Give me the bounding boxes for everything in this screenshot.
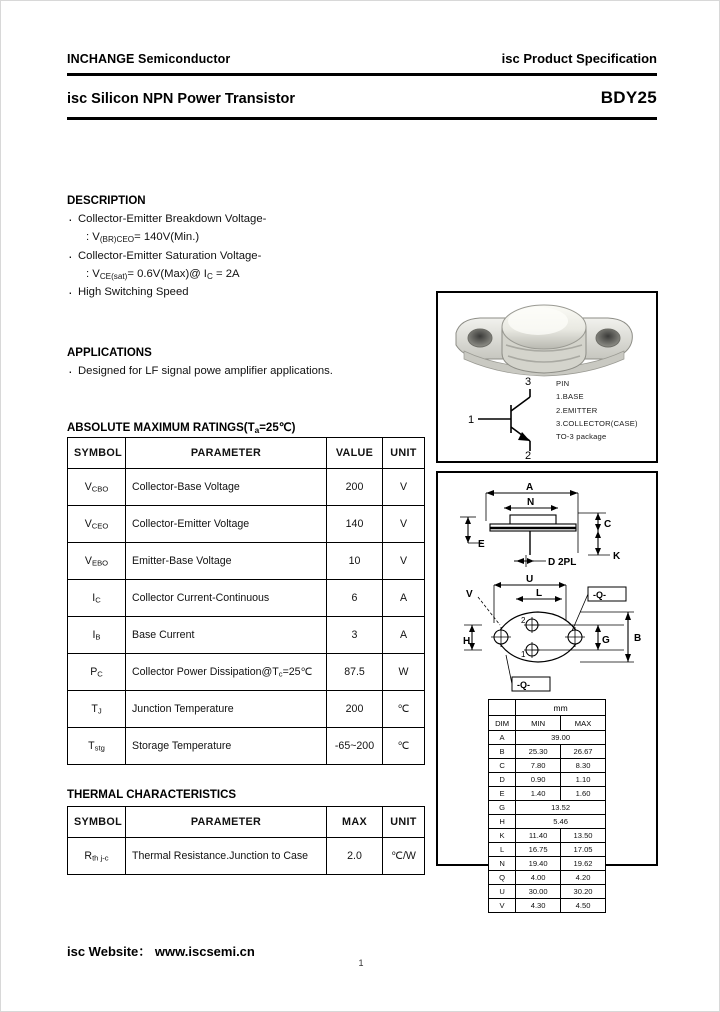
dimension-min: 25.30 [516,745,561,759]
dimension-max: 19.62 [561,857,606,871]
dim-label-V: V [466,589,473,600]
dimension-max: 30.20 [561,885,606,899]
dimension-row [489,731,606,745]
dimension-unit-label: mm [516,700,606,716]
dimension-unit-row [489,700,606,716]
cell-value: 6 [327,580,383,617]
cell-unit: V [383,506,425,543]
cell-value: 10 [327,543,383,580]
dim-label-L: L [536,588,543,599]
cell-symbol: $V_{CEO}$ [68,506,126,543]
cell-value: 140 [327,506,383,543]
cell-symbol: $I_C$ [68,580,126,617]
pin-label-1: 1 [468,414,475,426]
table-header-row [68,438,425,469]
description-section [67,195,427,301]
dimension-name: C [489,759,516,773]
table-row [68,506,425,543]
header-divider-bottom [67,117,657,120]
cell-unit: ℃ [383,691,425,728]
dimension-row [489,871,606,885]
pin-legend-item: 2.EMITTER [556,405,598,415]
dimension-table [488,699,606,913]
dimension-min: 4.30 [516,899,561,913]
cell-symbol: $T_{stg}$ [68,728,126,765]
dimension-min: 11.40 [516,829,561,843]
dimension-name: U [489,885,516,899]
table-row [68,543,425,580]
package-name: TO-3 package [556,432,607,442]
dimension-span-value: 39.00 [516,731,606,745]
pin-label-3: 3 [525,376,532,388]
dim-label-D: D 2PL [548,557,577,568]
dimension-name: G [489,801,516,815]
column-header-value: VALUE [327,438,383,469]
pin-legend-item: 1.BASE [556,392,584,402]
cell-unit: A [383,617,425,654]
cell-parameter: Junction Temperature [126,691,327,728]
dim-label-K: K [613,551,621,562]
table-row [68,691,425,728]
cell-parameter: Storage Temperature [126,728,327,765]
dimension-span-value: 13.52 [516,801,606,815]
description-item: : $V_{(BR)CEO}= 140V(Min.)$ [86,231,200,245]
dimension-name: H [489,815,516,829]
column-header-unit: UNIT [383,438,425,469]
dimension-row [489,745,606,759]
dimension-name: D [489,773,516,787]
pin-legend [556,377,638,443]
cell-parameter: Collector Current-Continuous [126,580,327,617]
dimension-min: 0.90 [516,773,561,787]
thermal-characteristics-table [67,806,425,875]
cell-parameter: Base Current [126,617,327,654]
datum-label-q-bottom: -Q- [517,680,530,690]
header-divider-top [67,73,657,76]
bottom-pin-label-2: 2 [521,616,526,625]
cell-unit: ℃/W [383,838,425,875]
dim-label-B: B [634,633,642,644]
absolute-maximum-ratings-table [67,437,425,765]
pin-label-2: 2 [525,450,532,461]
cell-unit: W [383,654,425,691]
company-name: INCHANGE Semiconductor [67,52,231,66]
dimension-header-row [489,716,606,731]
column-header-symbol: SYMBOL [68,438,126,469]
cell-symbol: $V_{EBO}$ [68,543,126,580]
table-row [68,838,425,875]
applications-list [67,362,447,380]
dimension-row [489,885,606,899]
dimension-span-value: 5.46 [516,815,606,829]
thermal-heading: THERMAL CHARACTERISTICS [67,789,237,801]
dimension-row [489,787,606,801]
description-item: · Collector-Emitter Saturation Voltage- [67,247,427,265]
applications-section [67,347,447,380]
dimension-max: 8.30 [561,759,606,773]
dimension-name: B [489,745,516,759]
dimension-min: 4.00 [516,871,561,885]
table-row [68,728,425,765]
dim-label-E: E [478,539,485,550]
applications-item: · Designed for LF signal powe amplifier applications. [67,362,447,380]
cell-symbol: $R_{th j-c}$ [68,838,126,875]
cell-symbol: $P_C$ [68,654,126,691]
table-header-row [68,807,425,838]
cell-parameter: Collector-Base Voltage [126,469,327,506]
spec-label: isc Product Specification [501,51,657,66]
footer-page-number: 1 [358,958,364,968]
cell-value: 200 [327,691,383,728]
dimension-min: 19.40 [516,857,561,871]
dimension-row [489,899,606,913]
cell-parameter: Collector-Emitter Voltage [126,506,327,543]
dimension-name: L [489,843,516,857]
dimension-corner-cell [489,700,516,716]
dimension-row [489,759,606,773]
dimension-name: K [489,829,516,843]
dimension-max: 4.50 [561,899,606,913]
dimension-max: 13.50 [561,829,606,843]
cell-unit: V [383,543,425,580]
cell-value: 3 [327,617,383,654]
dimension-name: E [489,787,516,801]
dimension-name: V [489,899,516,913]
description-item: · High Switching Speed [67,283,427,301]
cell-value: 200 [327,469,383,506]
cell-symbol: $T_J$ [68,691,126,728]
cell-unit: A [383,580,425,617]
dimension-min: 16.75 [516,843,561,857]
column-header-max: MAX [327,807,383,838]
dimension-min: 7.80 [516,759,561,773]
table-row [68,580,425,617]
dimension-column-min: MIN [516,716,561,731]
dimension-column-max: MAX [561,716,606,731]
dimension-max: 1.10 [561,773,606,787]
column-header-parameter: PARAMETER [126,438,327,469]
dim-label-U: U [526,574,534,585]
package-photo-panel [436,291,658,463]
description-item: : $V_{CE(sat)}=$ 0.6V(Max)@ $I_C = 2A$ [86,267,240,281]
dimension-row [489,843,606,857]
dimension-row [489,773,606,787]
cell-symbol: $I_B$ [68,617,126,654]
transistor-symbol [478,389,530,451]
dimension-row [489,829,606,843]
dim-label-G: G [602,635,610,646]
dimension-name: Q [489,871,516,885]
column-header-parameter: PARAMETER [126,807,327,838]
footer-website: isc Website： www.iscsemi.cn [67,944,255,959]
dimension-column-dim: DIM [489,716,516,731]
page-title: isc Silicon NPN Power Transistor [67,91,296,107]
mechanical-drawing-panel [436,471,658,910]
dimension-name: A [489,731,516,745]
column-header-unit: UNIT [383,807,425,838]
dim-label-H: H [463,636,471,647]
dimension-max: 26.67 [561,745,606,759]
part-number: BDY25 [600,88,657,107]
dimension-row [489,801,606,815]
page-header [67,51,657,66]
dimension-row [489,815,606,829]
dim-label-A: A [526,482,534,493]
applications-heading: APPLICATIONS [67,347,152,359]
dimension-row [489,857,606,871]
cell-parameter: Emitter-Base Voltage [126,543,327,580]
cell-parameter: Collector Power $Dissipation@T_c=25℃$ [126,654,327,691]
ratings-heading: ABSOLUTE MAXIMUM $RATINGS(T_a=25℃)$ [67,422,296,435]
dim-label-N: N [527,497,535,508]
column-header-symbol: SYMBOL [68,807,126,838]
pin-legend-heading: PIN [556,379,570,388]
table-row [68,469,425,506]
table-row [68,617,425,654]
dimension-name: N [489,857,516,871]
title-bar [67,88,657,108]
dim-label-C: C [604,519,612,530]
description-item: · Collector-Emitter Breakdown Voltage- [67,210,427,228]
dimension-max: 17.05 [561,843,606,857]
dimension-min: 30.00 [516,885,561,899]
cell-value: -65~200 [327,728,383,765]
cell-symbol: $V_{CBO}$ [68,469,126,506]
bottom-pin-label-1: 1 [521,650,526,659]
description-heading: DESCRIPTION [67,195,146,207]
cell-parameter: Thermal Resistance.Junction to Case [126,838,327,875]
cell-value: 2.0 [327,838,383,875]
table-row [68,654,425,691]
dimension-max: 1.60 [561,787,606,801]
cell-value: 87.5 [327,654,383,691]
datum-label-q-top: -Q- [593,590,606,600]
cell-unit: V [383,469,425,506]
dimension-min: 1.40 [516,787,561,801]
pin-legend-item: 3.COLLECTOR(CASE) [556,418,638,428]
dimension-max: 4.20 [561,871,606,885]
cell-unit: ℃ [383,728,425,765]
description-list [67,210,427,301]
